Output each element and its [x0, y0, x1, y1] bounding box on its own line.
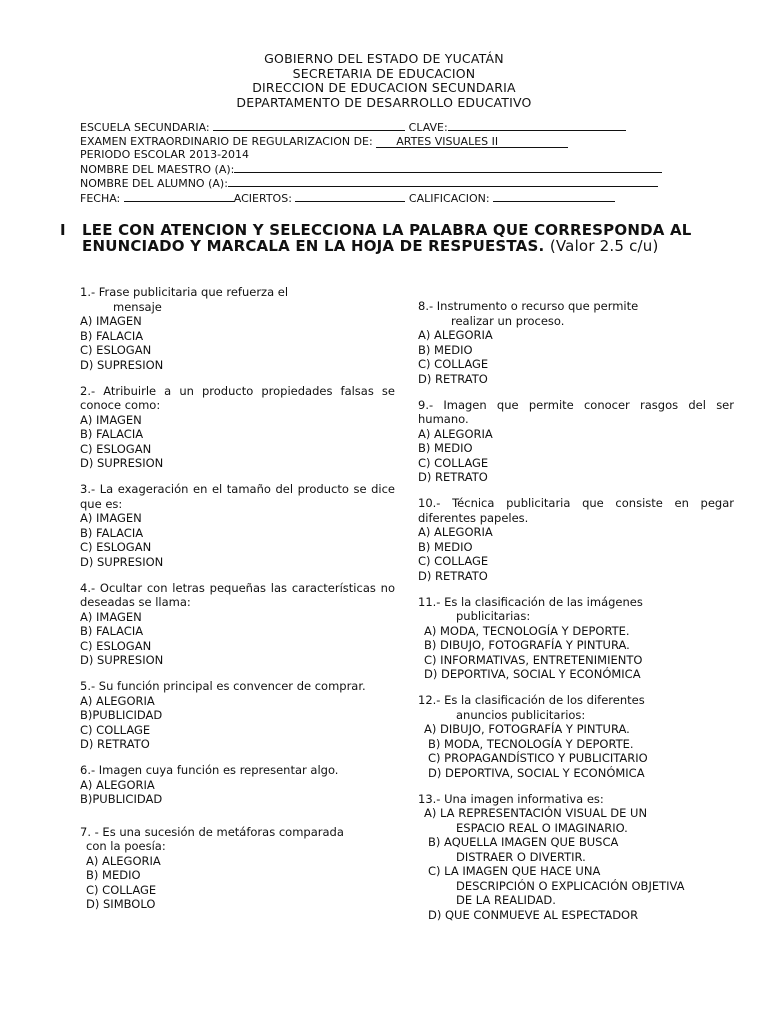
option-b[interactable]: B) MEDIO	[418, 342, 473, 357]
alumno-row	[80, 176, 700, 191]
examen-field[interactable]	[376, 136, 568, 148]
question-7	[80, 825, 395, 912]
option-b[interactable]: B) MEDIO	[86, 868, 141, 882]
clave-label: CLAVE:	[408, 121, 448, 134]
option-b-cont: DISTRAER O DIVERTIR.	[456, 849, 586, 864]
option-c[interactable]: C) COLLAGE	[80, 722, 151, 737]
escuela-field[interactable]	[213, 120, 405, 131]
option-c[interactable]: C) COLLAGE	[418, 554, 489, 568]
option-c[interactable]: C) COLLAGE	[418, 455, 489, 470]
maestro-field[interactable]	[234, 162, 662, 173]
option-c[interactable]: C) LA IMAGEN QUE HACE UNA	[428, 864, 601, 878]
fecha-label: FECHA:	[80, 191, 121, 205]
question-8	[418, 299, 734, 386]
option-b[interactable]: B)PUBLICIDAD	[80, 792, 163, 806]
questions-right-column	[418, 299, 734, 934]
section-value: (Valor 2.5 c/u)	[549, 237, 659, 255]
fecha-row	[80, 191, 700, 206]
option-a[interactable]: A) MODA, TECNOLOGÍA Y DEPORTE.	[424, 623, 630, 638]
question-1	[80, 285, 395, 372]
question-text: 1.- Frase publicitaria que refuerza el	[80, 285, 289, 299]
option-a[interactable]: A) IMAGEN	[80, 314, 142, 328]
student-info-form	[80, 120, 700, 206]
option-d[interactable]: D) SUPRESION	[80, 554, 164, 569]
option-a[interactable]: A) ALEGORIA	[80, 693, 155, 708]
question-3	[80, 482, 395, 569]
question-text: 7. - Es una sucesión de metáforas comparada	[80, 824, 344, 839]
option-b[interactable]: B) FALACIA	[80, 525, 144, 540]
option-c[interactable]: C) ESLOGAN	[80, 343, 152, 357]
header-line-direccion: DIRECCION DE EDUCACION SECUNDARIA	[252, 80, 516, 95]
examen-value: ARTES VISUALES II	[396, 134, 499, 148]
option-b[interactable]: B) DIBUJO, FOTOGRAFÍA Y PINTURA.	[424, 638, 630, 652]
option-b[interactable]: B) FALACIA	[80, 427, 144, 441]
option-a[interactable]: A) ALEGORIA	[86, 853, 161, 868]
section-instructions	[60, 222, 750, 254]
option-b[interactable]: B) MODA, TECNOLOGÍA Y DEPORTE.	[428, 736, 634, 751]
option-c[interactable]: C) ESLOGAN	[80, 441, 152, 456]
section-instruction	[82, 222, 750, 254]
question-text-cont: publicitarias:	[456, 609, 531, 623]
option-a[interactable]: A) ALEGORIA	[418, 525, 493, 539]
option-c[interactable]: C) ESLOGAN	[80, 540, 152, 554]
question-text: 5.- Su función principal es convencer de comprar.	[80, 679, 366, 693]
section-instruction-text: LEE CON ATENCION Y SELECCIONA LA PALABRA QUE CORRESPONDA AL ENUNCIADO Y MARCALA EN LA HOJA DE RESPUESTAS.	[82, 221, 692, 255]
question-text: 3.- La exageración en el tamaño del producto se dice que es:	[80, 482, 395, 511]
aciertos-field[interactable]	[295, 191, 405, 202]
periodo-text: PERIODO ESCOLAR 2013-2014	[80, 148, 250, 162]
question-5	[80, 679, 395, 752]
examen-label: EXAMEN EXTRAORDINARIO DE REGULARIZACION DE:	[80, 134, 373, 148]
option-d[interactable]: D) RETRATO	[80, 737, 150, 751]
header-line-departamento: DEPARTAMENTO DE DESARROLLO EDUCATIVO	[236, 94, 532, 110]
question-text: 4.- Ocultar con letras pequeñas las características no deseadas se llama:	[80, 580, 395, 609]
calificacion-field[interactable]	[493, 191, 615, 202]
periodo-row	[80, 148, 700, 162]
option-b[interactable]: B) FALACIA	[80, 624, 144, 638]
escuela-label: ESCUELA SECUNDARIA:	[80, 121, 210, 134]
option-d[interactable]: D) RETRATO	[418, 371, 488, 386]
option-b[interactable]: B) MEDIO	[418, 441, 473, 455]
option-d[interactable]: D) DEPORTIVA, SOCIAL Y ECONÓMICA	[424, 667, 641, 681]
question-text: 8.- Instrumento o recurso que permite	[418, 299, 639, 313]
option-c[interactable]: C) COLLAGE	[418, 357, 489, 371]
question-9	[418, 398, 734, 485]
question-12	[418, 693, 734, 780]
option-d[interactable]: D) SUPRESION	[80, 456, 164, 470]
option-d[interactable]: D) RETRATO	[418, 470, 488, 484]
question-6	[80, 763, 395, 807]
question-text-cont: realizar un proceso.	[451, 313, 565, 328]
option-a[interactable]: A) IMAGEN	[80, 511, 142, 525]
question-text: 13.- Una imagen informativa es:	[418, 791, 604, 806]
option-a[interactable]: A) ALEGORIA	[418, 426, 493, 441]
clave-field[interactable]	[448, 120, 626, 131]
question-text-cont: anuncios publicitarios:	[456, 707, 586, 722]
question-text: 11.- Es la clasificación de las imágenes	[418, 594, 643, 609]
question-text: 10.- Técnica publicitaria que consiste en pegar diferentes papeles.	[418, 496, 734, 525]
option-d[interactable]: D) DEPORTIVA, SOCIAL Y ECONÓMICA	[428, 765, 645, 780]
calificacion-label: CALIFICACION:	[408, 191, 490, 205]
alumno-label: NOMBRE DEL ALUMNO (A):	[80, 177, 228, 191]
question-text-cont: con la poesía:	[86, 839, 166, 853]
question-2	[80, 384, 395, 471]
questions-left-column	[80, 285, 395, 923]
section-number: I	[60, 221, 66, 239]
option-a[interactable]: A) IMAGEN	[80, 412, 142, 427]
option-c-cont: DESCRIPCIÓN O EXPLICACIÓN OBJETIVA	[456, 878, 685, 893]
option-a[interactable]: A) IMAGEN	[80, 609, 142, 624]
option-b[interactable]: B) MEDIO	[418, 539, 473, 554]
option-b[interactable]: B) FALACIA	[80, 328, 144, 343]
option-c[interactable]: C) INFORMATIVAS, ENTRETENIMIENTO	[424, 652, 643, 667]
question-text: 6.- Imagen cuya función es representar algo.	[80, 763, 339, 777]
fecha-field[interactable]	[124, 191, 234, 202]
maestro-row	[80, 162, 700, 177]
header-line-government: GOBIERNO DEL ESTADO DE YUCATÁN	[264, 51, 504, 66]
header-line-secretaria: SECRETARIA DE EDUCACION	[292, 65, 476, 81]
examen-row	[80, 135, 700, 149]
option-c[interactable]: C) ESLOGAN	[80, 638, 152, 653]
option-d[interactable]: D) SUPRESION	[80, 357, 164, 372]
option-a[interactable]: A) LA REPRESENTACIÓN VISUAL DE UN	[424, 806, 648, 820]
option-c-cont2: DE LA REALIDAD.	[456, 893, 556, 907]
option-b[interactable]: B) AQUELLA IMAGEN QUE BUSCA	[428, 835, 619, 849]
option-c[interactable]: C) PROPAGANDÍSTICO Y PUBLICITARIO	[428, 751, 648, 765]
option-a[interactable]: A) ALEGORIA	[80, 777, 155, 792]
document-header	[0, 52, 768, 110]
option-c[interactable]: C) COLLAGE	[86, 882, 157, 897]
aciertos-label: ACIERTOS:	[233, 191, 292, 205]
option-a-cont: ESPACIO REAL O IMAGINARIO.	[456, 820, 628, 835]
option-d[interactable]: D) SUPRESION	[80, 653, 164, 667]
alumno-field[interactable]	[228, 176, 658, 187]
option-b[interactable]: B)PUBLICIDAD	[80, 708, 163, 722]
option-d[interactable]: D) RETRATO	[418, 568, 488, 583]
question-13	[418, 792, 734, 923]
question-11	[418, 595, 734, 682]
option-a[interactable]: A) DIBUJO, FOTOGRAFÍA Y PINTURA.	[424, 722, 630, 736]
question-4	[80, 581, 395, 668]
question-text: 2.- Atribuirle a un producto propiedades falsas se conoce como:	[80, 383, 395, 412]
question-text: 12.- Es la clasificación de los diferentes	[418, 693, 645, 707]
option-a[interactable]: A) ALEGORIA	[418, 328, 493, 342]
option-d[interactable]: D) QUE CONMUEVE AL ESPECTADOR	[428, 907, 639, 922]
escuela-row	[80, 120, 700, 135]
question-10	[418, 496, 734, 583]
maestro-label: NOMBRE DEL MAESTRO (A):	[80, 162, 235, 176]
question-text: 9.- Imagen que permite conocer rasgos del ser humano.	[418, 397, 734, 426]
option-d[interactable]: D) SIMBOLO	[86, 897, 156, 911]
question-text-cont: mensaje	[113, 299, 162, 314]
